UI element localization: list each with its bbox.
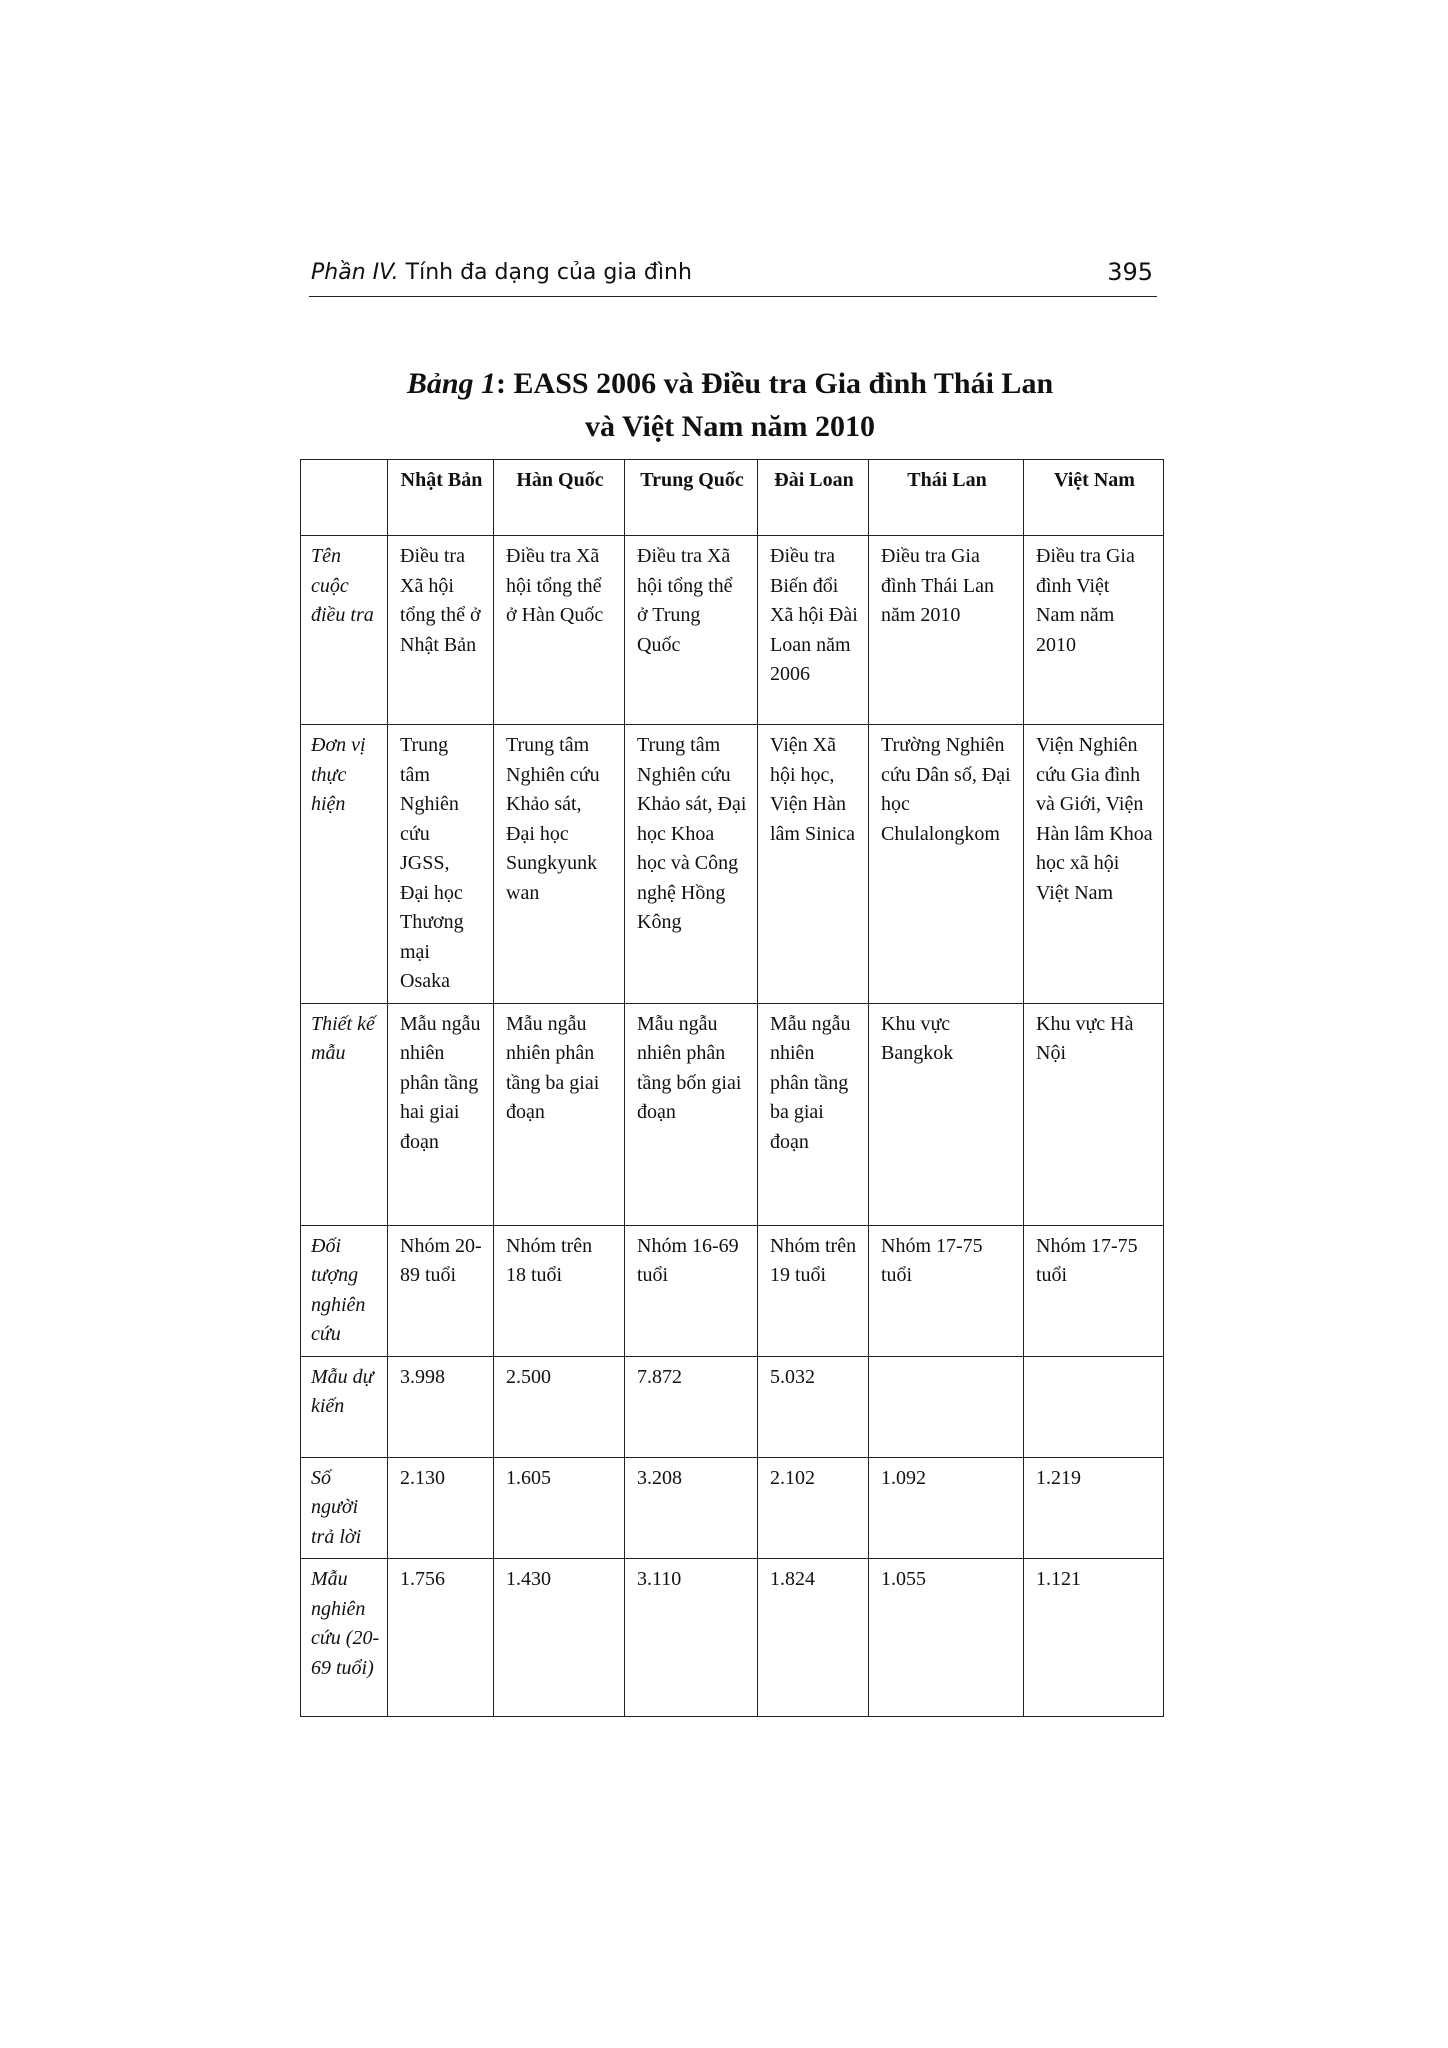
row-header: Đối tượng nghiên cứu: [301, 1225, 388, 1356]
row-header: Đơn vị thực hiện: [301, 725, 388, 1004]
table-row: [301, 1457, 1164, 1559]
table-cell: Trung tâm Nghiên cứu Khảo sát, Đại học Sungkyunk wan: [494, 725, 625, 1004]
caption-lead: Bảng 1: [406, 367, 497, 400]
table-cell: 1.605: [494, 1457, 625, 1559]
table-cell: 1.824: [758, 1559, 869, 1717]
table-cell: Trung tâm Nghiên cứu JGSS, Đại học Thương mại Osaka: [388, 725, 494, 1004]
section-name: Tính đa dạng của gia đình: [405, 260, 692, 285]
table-cell: 1.055: [869, 1559, 1024, 1717]
running-header: [309, 258, 1157, 297]
row-header: Mẫu dự kiến: [301, 1356, 388, 1457]
table-cell: Điều tra Xã hội tổng thể ở Nhật Bản: [388, 536, 494, 725]
column-header: Nhật Bản: [388, 460, 494, 536]
table-row: [301, 1225, 1164, 1356]
table-cell: Trung tâm Nghiên cứu Khảo sát, Đại học Khoa học và Công nghệ Hồng Kông: [625, 725, 758, 1004]
column-header: Hàn Quốc: [494, 460, 625, 536]
table-cell: 5.032: [758, 1356, 869, 1457]
table-cell: 1.430: [494, 1559, 625, 1717]
table-cell: 2.102: [758, 1457, 869, 1559]
table-cell: Mẫu ngẫu nhiên phân tầng bốn giai đoạn: [625, 1003, 758, 1225]
row-header: Số người trả lời: [301, 1457, 388, 1559]
table-cell: Mẫu ngẫu nhiên phân tầng ba giai đoạn: [494, 1003, 625, 1225]
table-row: [301, 1003, 1164, 1225]
table-cell: 1.092: [869, 1457, 1024, 1559]
table-cell: Viện Nghiên cứu Gia đình và Giới, Viện Hàn lâm Khoa học xã hội Việt Nam: [1024, 725, 1164, 1004]
table-cell: 3.110: [625, 1559, 758, 1717]
table-cell: Điều tra Gia đình Việt Nam năm 2010: [1024, 536, 1164, 725]
table-cell: Mẫu ngẫu nhiên phân tầng hai giai đoạn: [388, 1003, 494, 1225]
column-header: Thái Lan: [869, 460, 1024, 536]
column-header: Việt Nam: [1024, 460, 1164, 536]
table-cell: 2.500: [494, 1356, 625, 1457]
table-cell: 1.219: [1024, 1457, 1164, 1559]
table-row: [301, 725, 1164, 1004]
table-cell: Nhóm 16-69 tuổi: [625, 1225, 758, 1356]
table-cell: [1024, 1356, 1164, 1457]
column-header: Trung Quốc: [625, 460, 758, 536]
caption-text: : EASS 2006 và Điều tra Gia đình Thái Lan: [496, 367, 1054, 400]
table-cell: Điều tra Biến đổi Xã hội Đài Loan năm 2006: [758, 536, 869, 725]
table-cell: Mẫu ngẫu nhiên phân tầng ba giai đoạn: [758, 1003, 869, 1225]
table-cell: Viện Xã hội học, Viện Hàn lâm Sinica: [758, 725, 869, 1004]
row-header: Mẫu nghiên cứu (20-69 tuổi): [301, 1559, 388, 1717]
table-cell: 7.872: [625, 1356, 758, 1457]
table-row: [301, 536, 1164, 725]
row-header: Tên cuộc điều tra: [301, 536, 388, 725]
table-cell: 3.998: [388, 1356, 494, 1457]
column-header: [301, 460, 388, 536]
column-header: Đài Loan: [758, 460, 869, 536]
table-cell: 1.756: [388, 1559, 494, 1717]
table-cell: Điều tra Xã hội tổng thể ở Trung Quốc: [625, 536, 758, 725]
table-header-row: [301, 460, 1164, 536]
table-cell: Khu vực Bangkok: [869, 1003, 1024, 1225]
section-title: [311, 260, 692, 285]
table-cell: 1.121: [1024, 1559, 1164, 1717]
table-cell: 3.208: [625, 1457, 758, 1559]
caption-line-1: [300, 362, 1160, 405]
table-cell: Điều tra Gia đình Thái Lan năm 2010: [869, 536, 1024, 725]
table-cell: Khu vực Hà Nội: [1024, 1003, 1164, 1225]
table-caption: [300, 362, 1160, 448]
table-cell: 2.130: [388, 1457, 494, 1559]
table-cell: Điều tra Xã hội tổng thể ở Hàn Quốc: [494, 536, 625, 725]
table-cell: Nhóm 17-75 tuổi: [869, 1225, 1024, 1356]
table-cell: [869, 1356, 1024, 1457]
table-cell: Nhóm 17-75 tuổi: [1024, 1225, 1164, 1356]
table-row: [301, 1356, 1164, 1457]
survey-table: [300, 459, 1164, 1717]
row-header: Thiết kế mẫu: [301, 1003, 388, 1225]
table-cell: Nhóm 20-89 tuổi: [388, 1225, 494, 1356]
caption-line-2: và Việt Nam năm 2010: [585, 410, 875, 443]
table-cell: Nhóm trên 18 tuổi: [494, 1225, 625, 1356]
part-label: Phần IV.: [311, 260, 399, 285]
page-number: 395: [1107, 258, 1153, 286]
table-cell: Trường Nghiên cứu Dân số, Đại học Chulalongkom: [869, 725, 1024, 1004]
table-cell: Nhóm trên 19 tuổi: [758, 1225, 869, 1356]
table-row: [301, 1559, 1164, 1717]
